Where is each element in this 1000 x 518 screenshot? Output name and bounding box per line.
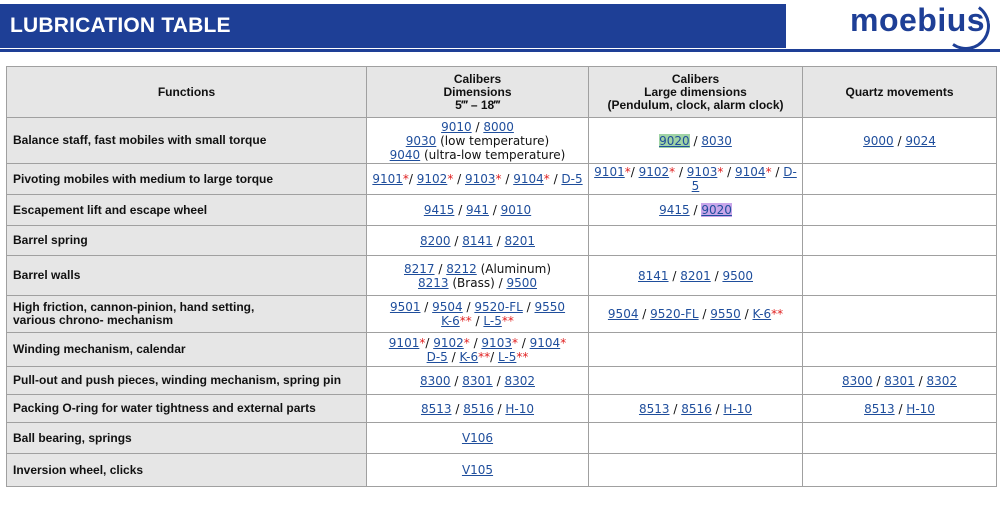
lubricant-cell bbox=[803, 226, 997, 256]
cell-text: / bbox=[711, 401, 724, 416]
note-asterisk: * bbox=[447, 172, 454, 186]
product-link[interactable]: 9020 bbox=[701, 203, 732, 217]
column-header-1: Calibers Dimensions 5‴ – 18‴ bbox=[367, 67, 589, 118]
product-link[interactable]: D-5 bbox=[691, 165, 797, 193]
cell-text: / bbox=[689, 133, 702, 148]
column-header-2: Calibers Large dimensions (Pendulum, clock, alarm clock) bbox=[589, 67, 803, 118]
cell-text: / bbox=[408, 172, 417, 186]
function-cell: Balance staff, fast mobiles with small torque bbox=[7, 118, 367, 164]
product-link[interactable]: 8301 bbox=[462, 373, 493, 388]
cell-text: / bbox=[872, 373, 885, 388]
table-row bbox=[7, 367, 997, 395]
page-title: LUBRICATION TABLE bbox=[10, 14, 231, 37]
product-link[interactable]: 9103 bbox=[686, 165, 718, 179]
product-link[interactable]: 8302 bbox=[926, 373, 957, 388]
product-link[interactable]: V106 bbox=[461, 431, 494, 445]
product-link[interactable]: K-6 bbox=[752, 307, 772, 321]
lubricant-cell bbox=[803, 367, 997, 395]
product-link[interactable]: 8513 bbox=[638, 401, 670, 416]
function-cell: Barrel spring bbox=[7, 226, 367, 256]
cell-text: / bbox=[492, 373, 505, 388]
product-link[interactable]: D-5 bbox=[561, 172, 583, 186]
product-link[interactable]: 9103 bbox=[464, 172, 496, 186]
cell-text: / bbox=[698, 307, 711, 321]
product-link[interactable]: 9030 bbox=[405, 133, 437, 148]
product-link[interactable]: 8300 bbox=[842, 373, 873, 388]
product-link[interactable]: 9020 bbox=[659, 133, 690, 148]
product-link[interactable]: 8516 bbox=[463, 401, 494, 416]
lubricant-cell bbox=[367, 423, 589, 454]
cell-text: / bbox=[434, 261, 447, 276]
product-link[interactable]: 9024 bbox=[905, 133, 936, 148]
table-row bbox=[7, 118, 997, 164]
cell-text: / bbox=[893, 133, 906, 148]
cell-text: / bbox=[723, 165, 736, 179]
cell-text: / bbox=[501, 172, 514, 186]
product-link[interactable]: K-6 bbox=[441, 314, 460, 328]
product-link[interactable]: 8000 bbox=[483, 119, 514, 134]
product-link[interactable]: L-5 bbox=[497, 349, 517, 364]
product-link[interactable]: 941 bbox=[466, 203, 489, 217]
lubricant-cell bbox=[803, 454, 997, 487]
cell-text: / bbox=[549, 172, 562, 186]
lubricant-cell bbox=[367, 296, 589, 333]
cell-text: / bbox=[451, 401, 464, 416]
product-link[interactable]: H-10 bbox=[906, 401, 935, 416]
lubricant-cell bbox=[803, 423, 997, 454]
cell-text: (Aluminum) bbox=[476, 261, 551, 276]
cell-text: / bbox=[462, 300, 475, 314]
lubricant-cell bbox=[803, 333, 997, 367]
cell-text: / bbox=[710, 268, 723, 283]
table-body bbox=[7, 118, 997, 487]
product-link[interactable]: 9040 bbox=[389, 147, 421, 162]
product-link[interactable]: 9520-FL bbox=[650, 307, 699, 321]
product-link[interactable]: 9504 bbox=[432, 300, 463, 314]
table-row bbox=[7, 423, 997, 454]
brand-name: moebius bbox=[850, 2, 986, 38]
lubricant-cell bbox=[589, 256, 803, 296]
note-asterisk: ** bbox=[459, 314, 472, 328]
cell-text: / bbox=[771, 165, 784, 179]
note-asterisk: * bbox=[624, 165, 631, 179]
cell-text: / bbox=[492, 233, 505, 248]
product-link[interactable]: 9500 bbox=[506, 275, 537, 290]
table-row bbox=[7, 164, 997, 195]
product-link[interactable]: 9010 bbox=[500, 203, 532, 217]
lubricant-cell bbox=[589, 423, 803, 454]
product-link[interactable]: 9504 bbox=[607, 307, 639, 321]
product-link[interactable]: 9104 bbox=[735, 165, 766, 179]
product-link[interactable]: 9103 bbox=[481, 335, 512, 350]
note-asterisk: * bbox=[560, 335, 567, 350]
note-asterisk: * bbox=[495, 172, 502, 186]
header-rule bbox=[0, 49, 1000, 52]
note-asterisk: ** bbox=[516, 349, 529, 364]
lubricant-cell bbox=[367, 367, 589, 395]
note-asterisk: * bbox=[543, 172, 550, 186]
function-cell: Pull-out and push pieces, winding mechanism, spring pin bbox=[7, 367, 367, 395]
lubricant-cell bbox=[367, 454, 589, 487]
product-link[interactable]: 8516 bbox=[681, 401, 712, 416]
product-link[interactable]: 8300 bbox=[420, 373, 451, 388]
product-link[interactable]: 8302 bbox=[504, 373, 535, 388]
cell-text: / bbox=[740, 307, 753, 321]
cell-text: / bbox=[638, 307, 651, 321]
product-link[interactable]: 9101 bbox=[388, 335, 420, 350]
product-link[interactable]: 8212 bbox=[446, 261, 477, 276]
cell-text: / bbox=[420, 300, 433, 314]
table-row bbox=[7, 226, 997, 256]
note-asterisk: * bbox=[669, 165, 676, 179]
cell-text: / bbox=[450, 233, 463, 248]
table-row bbox=[7, 195, 997, 226]
table-row bbox=[7, 333, 997, 367]
table-row bbox=[7, 256, 997, 296]
product-link[interactable]: L-5 bbox=[483, 314, 502, 328]
function-cell: Escapement lift and escape wheel bbox=[7, 195, 367, 226]
product-link[interactable]: D-5 bbox=[426, 349, 448, 364]
lubricant-cell bbox=[589, 395, 803, 423]
note-asterisk: ** bbox=[478, 349, 491, 364]
lubricant-cell bbox=[803, 296, 997, 333]
note-asterisk: ** bbox=[501, 314, 514, 328]
cell-text: / bbox=[668, 268, 681, 283]
lubricant-cell bbox=[589, 226, 803, 256]
function-cell: Winding mechanism, calendar bbox=[7, 333, 367, 367]
cell-text: / bbox=[488, 203, 501, 217]
product-link[interactable]: 9520-FL bbox=[474, 300, 523, 314]
product-link[interactable]: 9101 bbox=[594, 165, 625, 179]
function-cell: Ball bearing, springs bbox=[7, 423, 367, 454]
lubricant-cell bbox=[803, 164, 997, 195]
product-link[interactable]: 9104 bbox=[529, 335, 561, 350]
table-row bbox=[7, 296, 997, 333]
product-link[interactable]: 9101 bbox=[372, 172, 403, 186]
product-link[interactable]: 8030 bbox=[701, 133, 732, 148]
cell-text: / bbox=[914, 373, 927, 388]
product-link[interactable]: 9415 bbox=[423, 203, 455, 217]
product-link[interactable]: V105 bbox=[461, 463, 494, 477]
lubricant-cell bbox=[367, 118, 589, 164]
product-link[interactable]: 8513 bbox=[864, 401, 895, 416]
lubricant-cell bbox=[367, 226, 589, 256]
product-link[interactable]: 9102 bbox=[638, 165, 670, 179]
note-asterisk: * bbox=[511, 335, 518, 350]
lubricant-cell bbox=[589, 296, 803, 333]
product-link[interactable]: 9010 bbox=[441, 119, 472, 134]
cell-text: (low temperature) bbox=[436, 133, 550, 148]
product-link[interactable]: 9000 bbox=[863, 133, 894, 148]
lubrication-table bbox=[6, 66, 997, 487]
brand-logo bbox=[844, 0, 996, 48]
lubricant-cell bbox=[589, 118, 803, 164]
cell-text: / bbox=[689, 203, 702, 217]
function-cell: Pivoting mobiles with medium to large torque bbox=[7, 164, 367, 195]
product-link[interactable]: 8301 bbox=[884, 373, 915, 388]
cell-text: / bbox=[675, 165, 687, 179]
function-cell: Inversion wheel, clicks bbox=[7, 454, 367, 487]
cell-text: / bbox=[522, 300, 535, 314]
function-cell: High friction, cannon-pinion, hand setting, various chrono- mechanism bbox=[7, 296, 367, 333]
note-asterisk: * bbox=[717, 165, 724, 179]
function-cell: Packing O-ring for water tightness and external parts bbox=[7, 395, 367, 423]
product-link[interactable]: 9102 bbox=[433, 335, 464, 350]
product-link[interactable]: 9550 bbox=[710, 307, 741, 321]
lubricant-cell bbox=[589, 454, 803, 487]
product-link[interactable]: 9102 bbox=[416, 172, 448, 186]
product-link[interactable]: 9500 bbox=[722, 268, 753, 283]
lubricant-cell bbox=[367, 164, 589, 195]
lubricant-cell bbox=[803, 118, 997, 164]
lubricant-cell bbox=[589, 367, 803, 395]
cell-text: / bbox=[471, 119, 484, 134]
lubricant-cell bbox=[803, 395, 997, 423]
lubricant-cell bbox=[803, 256, 997, 296]
cell-text: / bbox=[425, 335, 434, 350]
cell-text: / bbox=[469, 335, 482, 350]
cell-text: / bbox=[669, 401, 682, 416]
table-row bbox=[7, 395, 997, 423]
product-link[interactable]: 9415 bbox=[659, 203, 690, 217]
cell-text: / bbox=[447, 349, 460, 364]
cell-text: / bbox=[490, 349, 498, 364]
product-link[interactable]: H-10 bbox=[505, 401, 535, 416]
lubricant-cell bbox=[589, 164, 803, 195]
lubricant-cell bbox=[803, 195, 997, 226]
note-asterisk: ** bbox=[771, 307, 784, 321]
table-row bbox=[7, 454, 997, 487]
function-cell: Barrel walls bbox=[7, 256, 367, 296]
product-link[interactable]: 8217 bbox=[403, 261, 435, 276]
cell-text: / bbox=[493, 401, 506, 416]
table-header-row bbox=[7, 67, 997, 118]
product-link[interactable]: 8200 bbox=[420, 233, 451, 248]
note-asterisk: * bbox=[419, 335, 426, 350]
cell-text: / bbox=[454, 203, 467, 217]
column-header-0: Functions bbox=[7, 67, 367, 118]
product-link[interactable]: 8201 bbox=[504, 233, 535, 248]
product-link[interactable]: 8141 bbox=[638, 268, 669, 283]
product-link[interactable]: 9104 bbox=[513, 172, 544, 186]
product-link[interactable]: 8513 bbox=[420, 401, 452, 416]
product-link[interactable]: 8213 bbox=[418, 275, 449, 290]
note-asterisk: * bbox=[402, 172, 409, 186]
note-asterisk: * bbox=[463, 335, 470, 350]
cell-text: / bbox=[450, 373, 463, 388]
product-link[interactable]: 9550 bbox=[534, 300, 566, 314]
product-link[interactable]: 8141 bbox=[462, 233, 493, 248]
lubricant-cell bbox=[367, 333, 589, 367]
cell-text: / bbox=[630, 165, 639, 179]
product-link[interactable]: 9501 bbox=[389, 300, 421, 314]
note-asterisk: * bbox=[765, 165, 772, 179]
lubricant-cell bbox=[589, 333, 803, 367]
lubricant-cell bbox=[589, 195, 803, 226]
lubricant-cell bbox=[367, 256, 589, 296]
cell-text: (ultra-low temperature) bbox=[420, 147, 566, 162]
column-header-3: Quartz movements bbox=[803, 67, 997, 118]
cell-text: (Brass) / bbox=[448, 275, 507, 290]
cell-text: / bbox=[453, 172, 465, 186]
lubricant-cell bbox=[367, 395, 589, 423]
product-link[interactable]: 8201 bbox=[680, 268, 711, 283]
lubricant-cell bbox=[367, 195, 589, 226]
cell-text: / bbox=[517, 335, 530, 350]
product-link[interactable]: H-10 bbox=[723, 401, 753, 416]
cell-text: / bbox=[894, 401, 907, 416]
cell-text: / bbox=[471, 314, 484, 328]
product-link[interactable]: K-6 bbox=[459, 349, 479, 364]
